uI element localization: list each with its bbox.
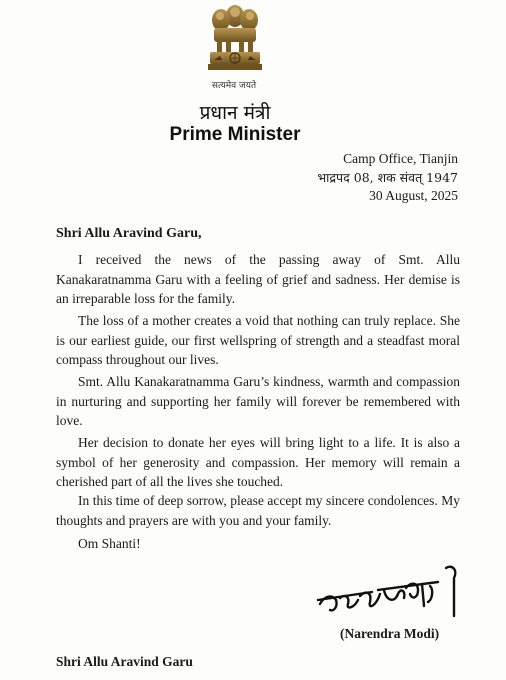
title-hindi: प्रधान मंत्री: [199, 102, 271, 124]
paragraph: Her decision to donate her eyes will bring light to a life. It is also a symbol of her generosity and compassion. Her memory will remain a cherished part of all the lives she touched.: [56, 435, 460, 489]
date-hindi: भाद्रपद 08, शक संवत् 1947: [317, 169, 458, 185]
paragraph: The loss of a mother creates a void that nothing can truly replace. She is our earliest guide, our first wellspring of strength and a steadfast moral compass throughout our lives.: [56, 313, 460, 367]
paragraph: In this time of deep sorrow, please accept my sincere condolences. My thoughts and prayers are with you and your family.: [56, 493, 460, 528]
closing: Om Shanti!: [78, 536, 141, 551]
signer-name: (Narendra Modi): [340, 626, 440, 641]
salutation: Shri Allu Aravind Garu,: [56, 226, 202, 241]
title-english: Prime Minister: [169, 124, 301, 145]
national-emblem-icon: [204, 2, 266, 78]
paragraph: Smt. Allu Kanakaratnamma Garu’s kindness, warmth and compassion in nurturing and supporting her family will forever be remembered with love.: [56, 374, 460, 428]
addressee: Shri Allu Aravind Garu: [56, 654, 193, 669]
office-block: [317, 150, 458, 206]
office-location: Camp Office, Tianjin: [343, 151, 458, 166]
emblem-motto: सत्यमेव जयते: [211, 81, 257, 91]
paragraph: I received the news of the passing away of Smt. Allu Kanakaratnamma Garu with a feeling of grief and sadness. Her demise is an irreparable loss for the family.: [56, 252, 460, 306]
date-english: 30 August, 2025: [369, 188, 458, 203]
handwritten-signature-icon: [314, 560, 470, 626]
